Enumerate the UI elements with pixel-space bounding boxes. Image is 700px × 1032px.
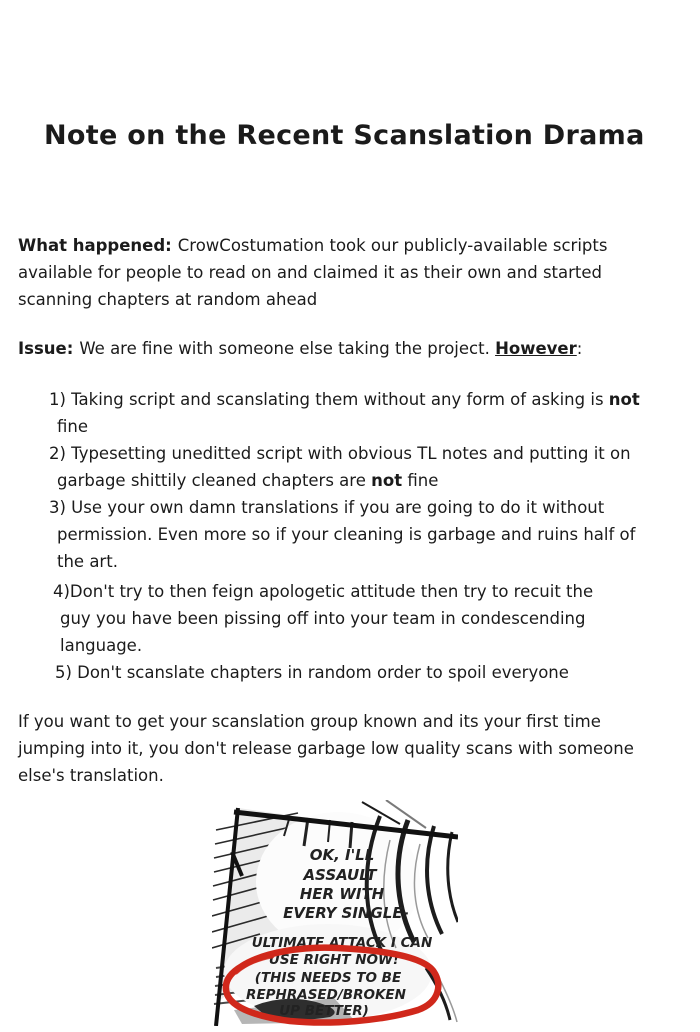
annotation-line1: (THIS NEEDS TO BE	[254, 970, 402, 986]
item2-text: garbage shittily cleaned chapters are	[57, 471, 372, 490]
text-line	[18, 232, 686, 259]
text-line: fine	[57, 417, 89, 436]
text-line	[49, 467, 700, 494]
text-line: guy you have been pissing off into your team in condescending	[60, 609, 586, 628]
issue-label: Issue:	[18, 339, 74, 358]
text-line: 3) Use your own damn translations if you are going to do it without	[49, 498, 605, 517]
issue-text: We are fine with someone else taking the project.	[79, 339, 496, 358]
list-item-5	[55, 659, 700, 686]
item1-bold: not	[608, 390, 640, 409]
text-line: 2) Typesetting uneditted script with obvious TL notes and putting it on	[49, 444, 631, 463]
text-line: the art.	[57, 552, 118, 571]
text-line: language.	[60, 636, 143, 655]
item2-text-end: fine	[402, 471, 439, 490]
annotation-line3: UP BETTER)	[279, 1003, 369, 1019]
bubble2-line1: ULTIMATE ATTACK I CAN	[251, 935, 433, 951]
paragraph-issue	[18, 335, 686, 362]
paragraph-what-happened	[18, 232, 686, 313]
list-item-3	[49, 494, 700, 575]
bubble1-line3: HER WITH	[299, 885, 385, 903]
text-line: else's translation.	[18, 766, 164, 785]
what-happened-text: CrowCostumation took our publicly-available scripts	[177, 236, 608, 255]
text-line: 5) Don't scanslate chapters in random order to spoil everyone	[55, 663, 569, 682]
text-line	[18, 335, 686, 362]
issue-list	[49, 386, 700, 686]
manga-panel-image	[212, 800, 458, 1026]
issue-colon: :	[576, 339, 583, 358]
annotation-line2: REPHRASED/BROKEN	[246, 987, 406, 1003]
bubble2-line2: USE RIGHT NOW!	[268, 952, 400, 968]
list-item-2	[49, 440, 700, 494]
note-body	[0, 232, 700, 789]
text-line: permission. Even more so if your cleaning is garbage and ruins half of	[57, 525, 636, 544]
text-line: jumping into it, you don't release garbage low quality scans with someone	[18, 739, 634, 758]
text-line: scanning chapters at random ahead	[18, 290, 318, 309]
list-item-4	[53, 578, 700, 659]
text-line: 4)Don't try to then feign apologetic attitude then try to recuit the	[53, 582, 594, 601]
item1-text: 1) Taking script and scanslating them without any form of asking is	[49, 390, 609, 409]
list-item-1	[49, 386, 700, 440]
manga-panel-art	[212, 800, 458, 1026]
text-line	[49, 386, 700, 413]
item2-bold: not	[371, 471, 403, 490]
text-line: If you want to get your scanslation group known and its your first time	[18, 712, 601, 731]
page-title: Note on the Recent Scanslation Drama	[44, 120, 645, 151]
what-happened-label: What happened:	[18, 236, 172, 255]
bubble1-line1: OK, I'LL	[309, 846, 375, 864]
bubble1-line2: ASSAULT	[303, 866, 377, 884]
paragraph-closing	[18, 708, 686, 789]
text-line: available for people to read on and claimed it as their own and started	[18, 263, 602, 282]
issue-however: However	[495, 339, 577, 358]
bubble1-line4: EVERY SINGLE-	[283, 904, 409, 922]
